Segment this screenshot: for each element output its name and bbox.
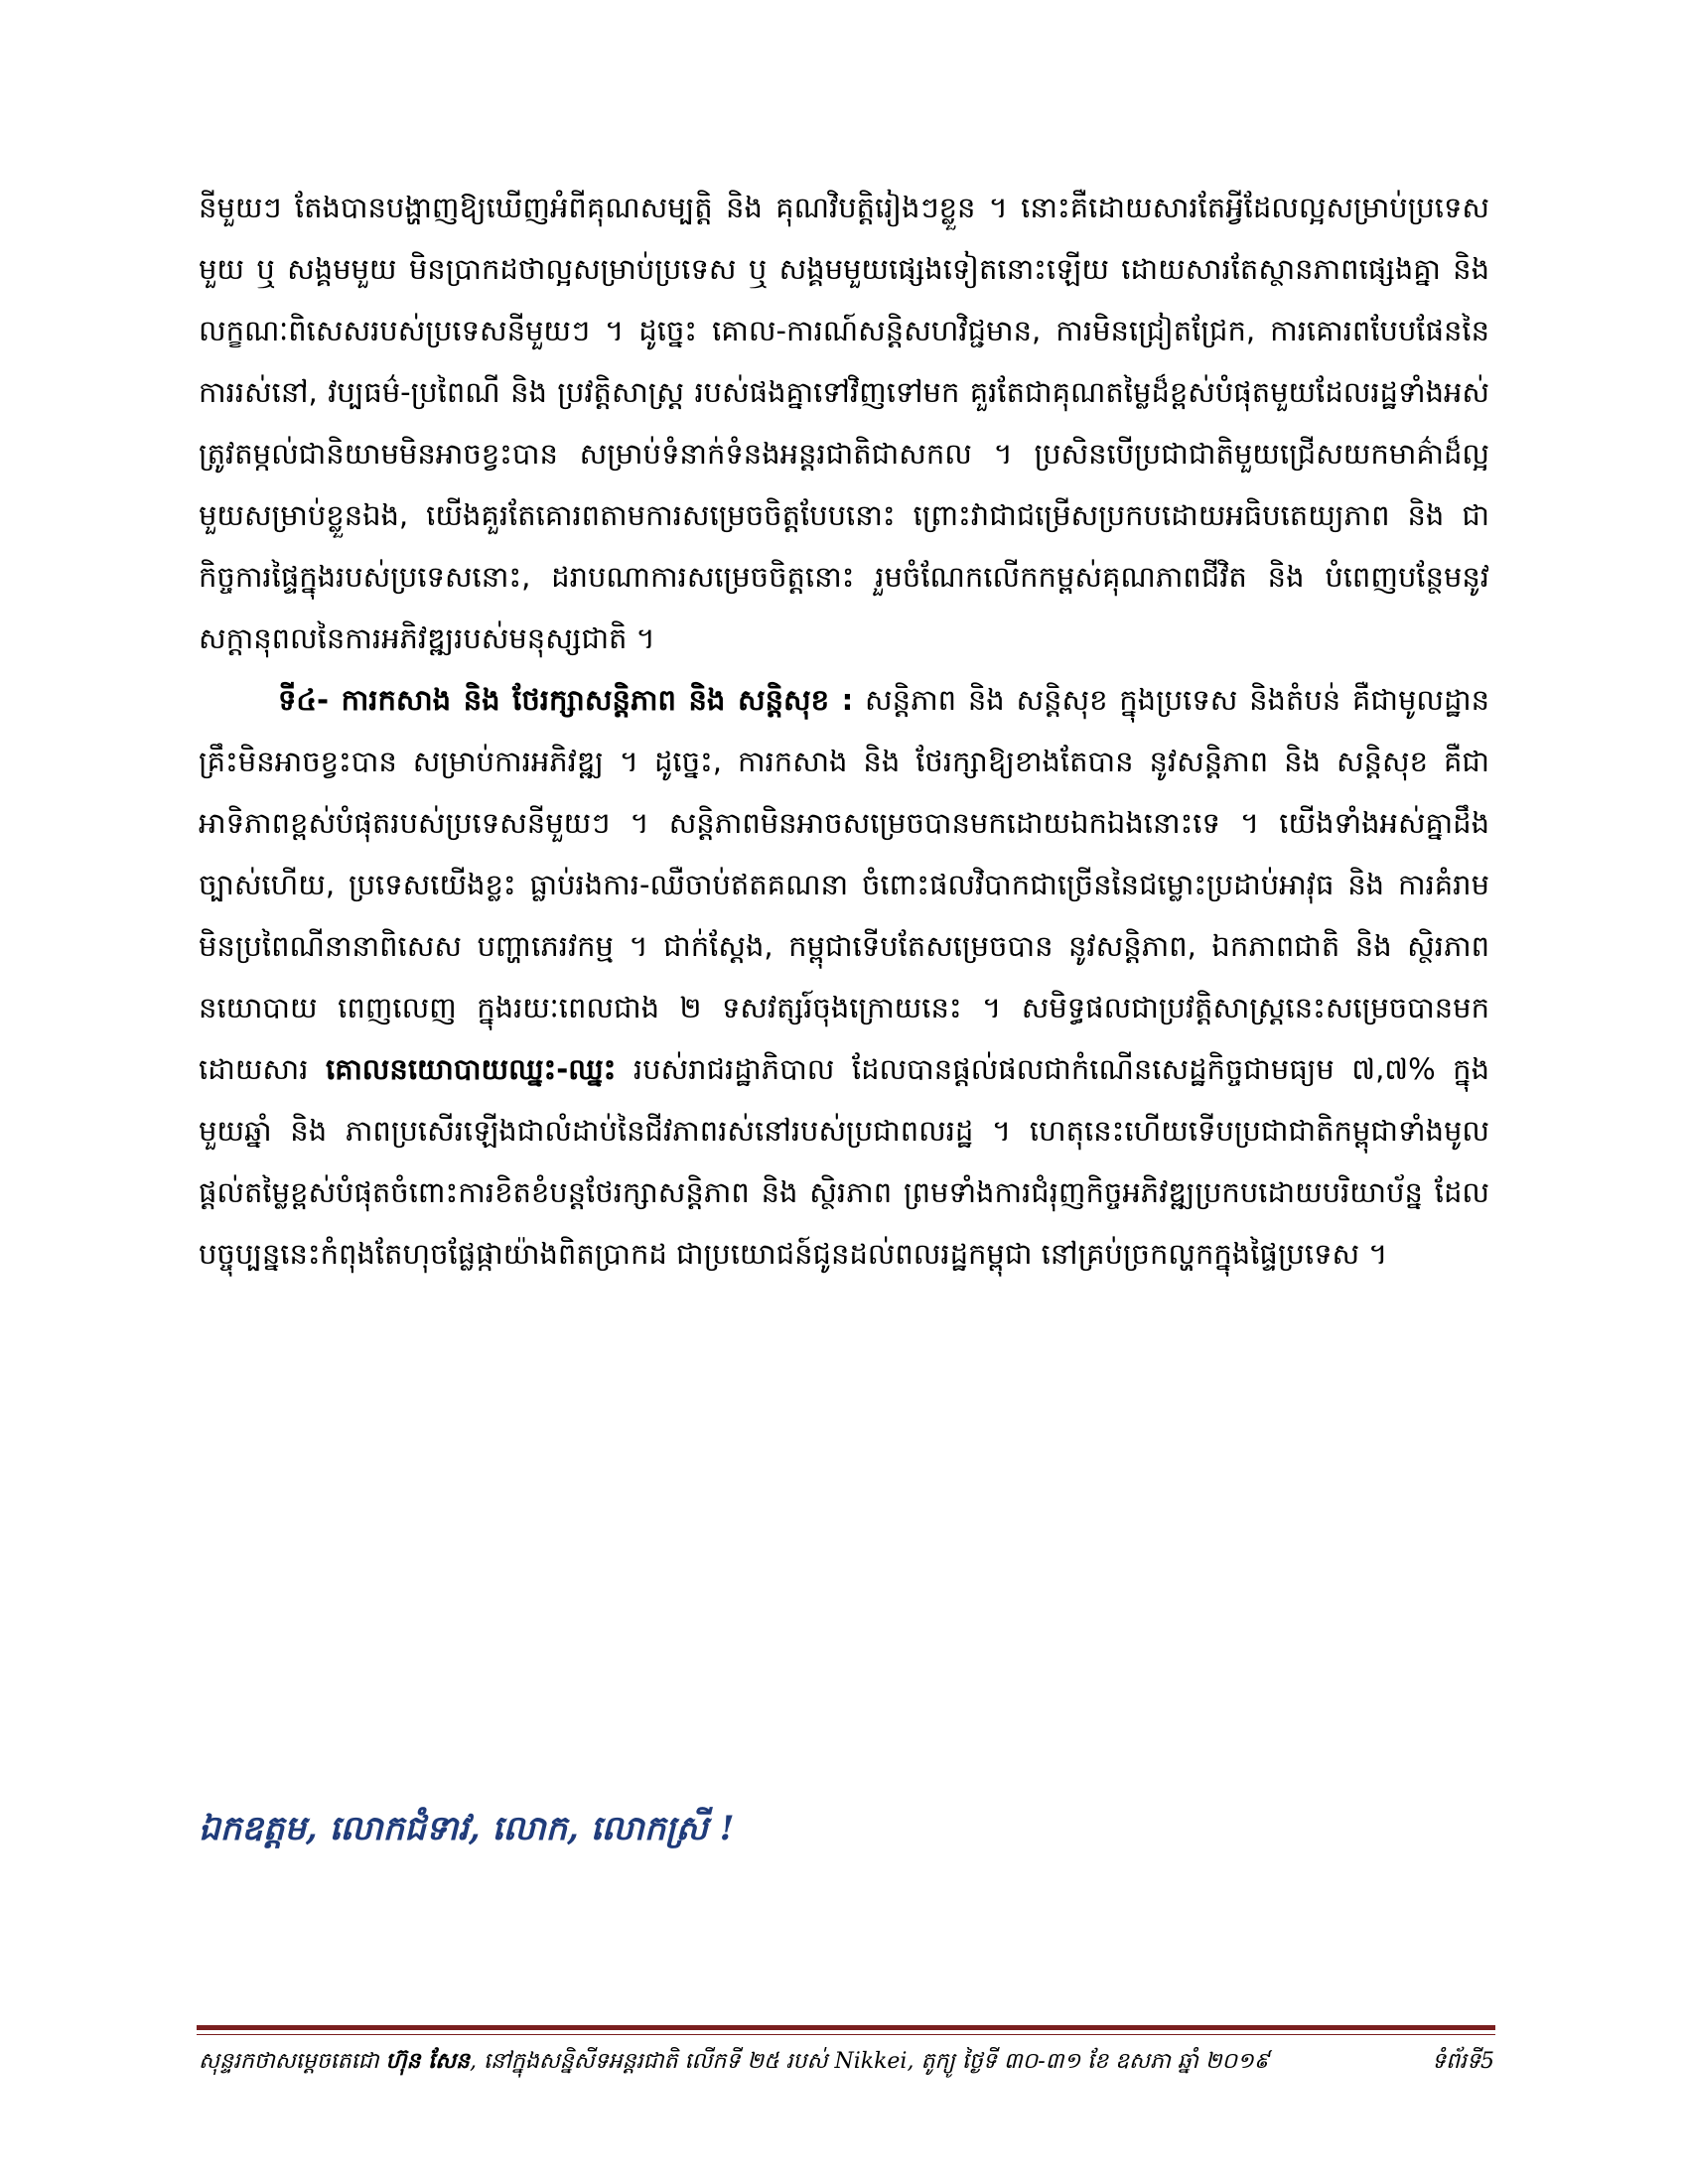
page-footer <box>199 2047 1494 2087</box>
page-number: ទំព័រទី5 <box>1432 2049 1494 2074</box>
footer-prefix: សុន្ទរកថាសម្តេចតេជោ <box>199 2049 386 2074</box>
paragraph-2-text-b: របស់រាជរដ្ឋាភិបាល ដែលបានផ្តល់ផលជាកំណើនសេដ្ឋកិច្ចជាមធ្យម ៧,៧% ក្នុងមួយឆ្នាំ និង ភាពប្រសើរឡើងជាលំដាប់នៃជីវភាពរស់នៅរបស់ប្រជាពលរដ្ឋ ។ ហេតុនេះហើយទើបប្រជាជាតិកម្ពុជាទាំងមូល ផ្តល់តម្លៃខ្ពស់បំផុតចំពោះការខិតខំបន្តថែរក្សាសន្តិភាព និង ស្ថិរភាព ព្រមទាំងការជំរុញកិច្ចអភិវឌ្ឍប្រកបដោយបរិយាប័ន្ន ដែលបច្ចុប្បន្ននេះកំពុងតែហុចផ្លែផ្កាយ៉ាងពិតប្រាកដ ជាប្រយោជន៍ជូនដល់ពលរដ្ឋកម្ពុជា នៅគ្រប់ច្រកល្ហកក្នុងផ្ទៃប្រទេស ។ <box>199 1052 1489 1271</box>
section-heading: ទី៤- ការកសាង និង ថែរក្សាសន្តិភាព និង សន្តិសុខ : <box>278 683 854 717</box>
footer-rule-thin <box>197 2034 1495 2035</box>
footer-speaker-name: ហ៊ុន សែន <box>385 2048 471 2074</box>
paragraph-2 <box>199 669 1489 1285</box>
footer-citation <box>199 2047 1269 2079</box>
footer-suffix: , នៅក្នុងសន្និសីទអន្តរជាតិ លើកទី ២៥ របស់ Nikkei, តូក្យូ ថ្ងៃទី ៣០-៣១ ខែ ឧសភា ឆ្នាំ ២០១៩ <box>470 2049 1270 2074</box>
body-text <box>199 177 1489 1285</box>
paragraph-2-text-a: សន្តិភាព និង សន្តិសុខ ក្នុងប្រទេស និងតំបន់ គឺជាមូលដ្ឋានគ្រឹះមិនអាចខ្វះបាន សម្រាប់ការអភិវឌ្ឍ ។ ដូច្នេះ, ការកសាង និង ថែរក្សាឱ្យខាងតែបាន នូវសន្តិភាព និង សន្តិសុខ គឺជាអាទិភាពខ្ពស់បំផុតរបស់ប្រទេសនីមួយៗ ។ សន្តិភាពមិនអាចសម្រេចបានមកដោយឯកឯងនោះទេ ។ យើងទាំងអស់គ្នាដឹងច្បាស់ហើយ, ប្រទេសយើងខ្លះ ធ្លាប់រងការ-ឈឺចាប់ឥតគណនា ចំពោះផលវិបាកជាច្រើននៃជម្លោះប្រដាប់អាវុធ និង ការគំរាមមិនប្រពៃណីនានាពិសេស បញ្ហាភេរវកម្ម ។ ជាក់ស្តែង, កម្ពុជាទើបតែសម្រេចបាន នូវសន្តិភាព, ឯកភាពជាតិ និង ស្ថិរភាពនយោបាយ ពេញលេញ ក្នុងរយៈពេលជាង ២ ទសវត្សរ៍ចុងក្រោយនេះ ។ សមិទ្ធផលជាប្រវត្តិសាស្ត្រនេះសម្រេចបានមកដោយសារ <box>199 683 1489 1086</box>
policy-emphasis: គោលនយោបាយឈ្នះ-ឈ្នះ <box>325 1052 617 1086</box>
salutation: ឯកឧត្តម, លោកជំទាវ, លោក, លោកស្រី ! <box>199 1809 735 1848</box>
paragraph-1: នីមួយៗ តែងបានបង្ហាញឱ្យឃើញអំពីគុណសម្បត្តិ និង គុណវិបត្តិរៀងៗខ្លួន ។ នោះគឺដោយសារតែអ្វីដែលល្អសម្រាប់ប្រទេសមួយ ឬ សង្គមមួយ មិនប្រាកដថាល្អសម្រាប់ប្រទេស ឬ សង្គមមួយផ្សេងទៀតនោះឡើយ ដោយសារតែស្ថានភាពផ្សេងគ្នា និង លក្ខណៈពិសេសរបស់ប្រទេសនីមួយៗ ។ ដូច្នេះ គោល-ការណ៍សន្តិសហវិជ្ជមាន, ការមិនជ្រៀតជ្រែក, ការគោរពបែបផែននៃការរស់នៅ, វប្បធម៌-ប្រពៃណី និង ប្រវត្តិសាស្ត្រ របស់ផងគ្នាទៅវិញទៅមក គួរតែជាគុណតម្លៃដ៏ខ្ពស់បំផុតមួយដែលរដ្ឋទាំងអស់ ត្រូវតម្កល់ជានិយាមមិនអាចខ្វះបាន សម្រាប់ទំនាក់ទំនងអន្តរជាតិជាសកល ។ ប្រសិនបើប្រជាជាតិមួយជ្រើសយកមាគ៌ាដ៏ល្អមួយសម្រាប់ខ្លួនឯង, យើងគួរតែគោរពតាមការសម្រេចចិត្តបែបនោះ ព្រោះវាជាជម្រើសប្រកបដោយអធិបតេយ្យភាព និង ជាកិច្ចការផ្ទៃក្នុងរបស់ប្រទេសនោះ, ដរាបណាការសម្រេចចិត្តនោះ រួមចំណែកលើកកម្ពស់គុណភាពជីវិត និង បំពេញបន្ថែមនូវសក្តានុពលនៃការអភិវឌ្ឍរបស់មនុស្សជាតិ ។ <box>199 191 1489 655</box>
footer-rule-thick <box>197 2025 1495 2030</box>
